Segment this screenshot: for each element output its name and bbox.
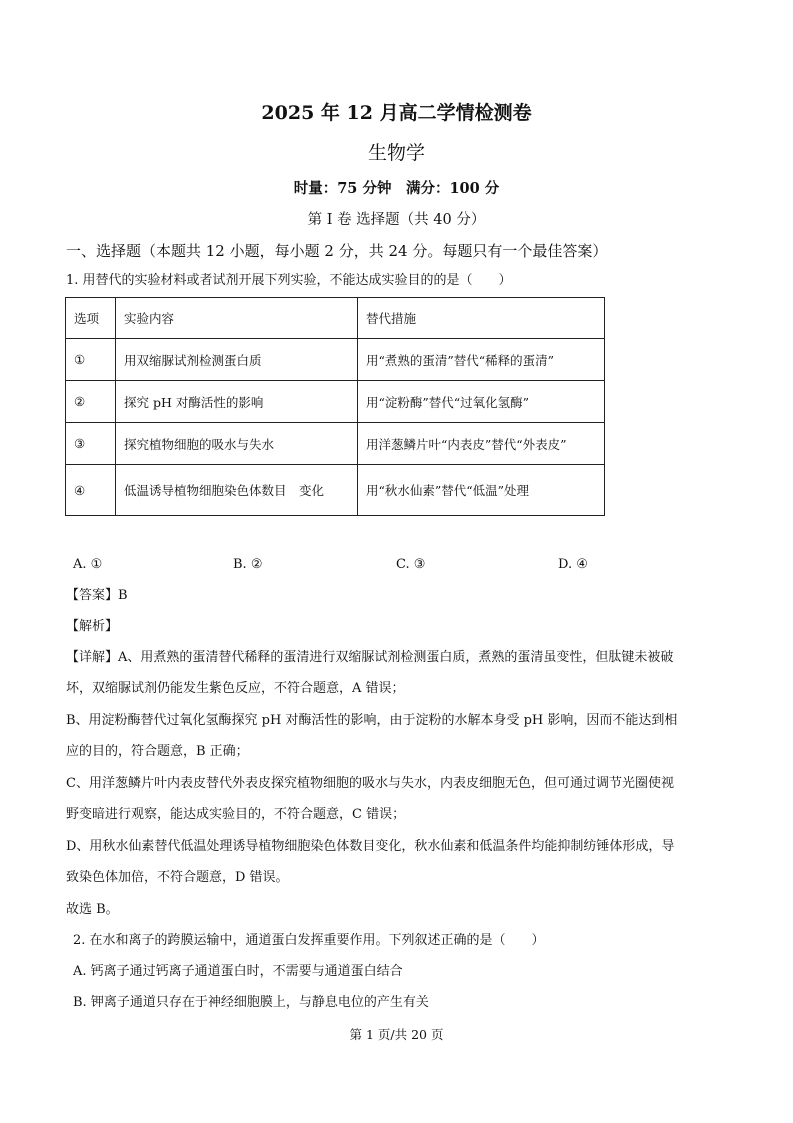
table-header-cell: 替代措施 (358, 298, 605, 339)
table-cell: ③ (66, 423, 116, 465)
table-cell: 用“秋水仙素”替代“低温”处理 (358, 465, 605, 516)
table-cell: 探究植物细胞的吸水与失水 (116, 423, 358, 465)
section-heading: 一、选择题（本题共 12 小题，每小题 2 分，共 24 分。每题只有一个最佳答案） (66, 242, 608, 260)
q1-analysis-label: 【解析】 (66, 619, 119, 634)
table-cell: 用“煮熟的蛋清”替代“稀释的蛋清” (358, 339, 605, 381)
table-cell: ② (66, 381, 116, 423)
q1-table (65, 297, 605, 516)
table-row (66, 381, 605, 423)
table-cell: ① (66, 339, 116, 381)
exam-title: 2025 年 12 月高二学情检测卷 (261, 102, 532, 124)
q1-option-c: C. ③ (396, 557, 426, 572)
q1-stem: 1. 用替代的实验材料或者试剂开展下列实验，不能达成实验目的的是（ ） (66, 273, 512, 288)
table-row (66, 465, 605, 516)
q1-option-b: B. ② (233, 557, 263, 572)
explanation-line: 应的目的，符合题意，B 正确； (66, 744, 249, 759)
q2-option-a: A. 钙离子通过钙离子通道蛋白时，不需要与通道蛋白结合 (73, 964, 403, 979)
table-cell: 低温诱导植物细胞染色体数目 变化 (116, 465, 358, 516)
table-header-row (66, 298, 605, 339)
table-cell: 用双缩脲试剂检测蛋白质 (116, 339, 358, 381)
explanation-line: D、用秋水仙素替代低温处理诱导植物细胞染色体数目变化，秋水仙素和低温条件均能抑制纺锤体形成，导 (66, 839, 675, 854)
page-footer: 第 1 页/共 20 页 (349, 1027, 444, 1042)
q2-option-b: B. 钾离子通道只存在于神经细胞膜上，与静息电位的产生有关 (73, 995, 429, 1010)
explanation-line: C、用洋葱鳞片叶内表皮替代外表皮探究植物细胞的吸水与失水，内表皮细胞无色，但可通过调节光圈使视 (66, 776, 674, 791)
explanation-line: B、用淀粉酶替代过氧化氢酶探究 pH 对酶活性的影响，由于淀粉的水解本身受 pH 影响，因而不能达到相 (66, 713, 678, 728)
table-cell: 探究 pH 对酶活性的影响 (116, 381, 358, 423)
explanation-line: 致染色体加倍，不符合题意，D 错误。 (66, 870, 289, 885)
q1-option-d: D. ④ (558, 557, 588, 572)
q1-answer: 【答案】B (66, 588, 128, 603)
q1-option-a: A. ① (73, 557, 103, 572)
explanation-line: 故选 B。 (66, 902, 119, 917)
subject-title: 生物学 (367, 142, 425, 164)
exam-meta: 时量：75 分钟 满分：100 分 (293, 180, 500, 197)
table-row (66, 339, 605, 381)
explanation-line: 野变暗进行观察，能达成实验目的，不符合题意，C 错误； (66, 807, 406, 822)
explanation-line: 坏，双缩脲试剂仍能发生紫色反应，不符合题意，A 错误； (66, 681, 405, 696)
explanation-line: 【详解】A、用煮熟的蛋清替代稀释的蛋清进行双缩脲试剂检测蛋白质，煮熟的蛋清虽变性，但肽键未被破 (66, 650, 674, 665)
table-row (66, 423, 605, 465)
table-header-cell: 选项 (66, 298, 116, 339)
table-cell: ④ (66, 465, 116, 516)
table-cell: 用“淀粉酶”替代“过氧化氢酶” (358, 381, 605, 423)
table-header-cell: 实验内容 (116, 298, 358, 339)
part-heading: 第 I 卷 选择题（共 40 分） (307, 212, 486, 228)
table-cell: 用洋葱鳞片叶“内表皮”替代“外表皮” (358, 423, 605, 465)
q2-stem: 2. 在水和离子的跨膜运输中，通道蛋白发挥重要作用。下列叙述正确的是（ ） (73, 933, 545, 948)
